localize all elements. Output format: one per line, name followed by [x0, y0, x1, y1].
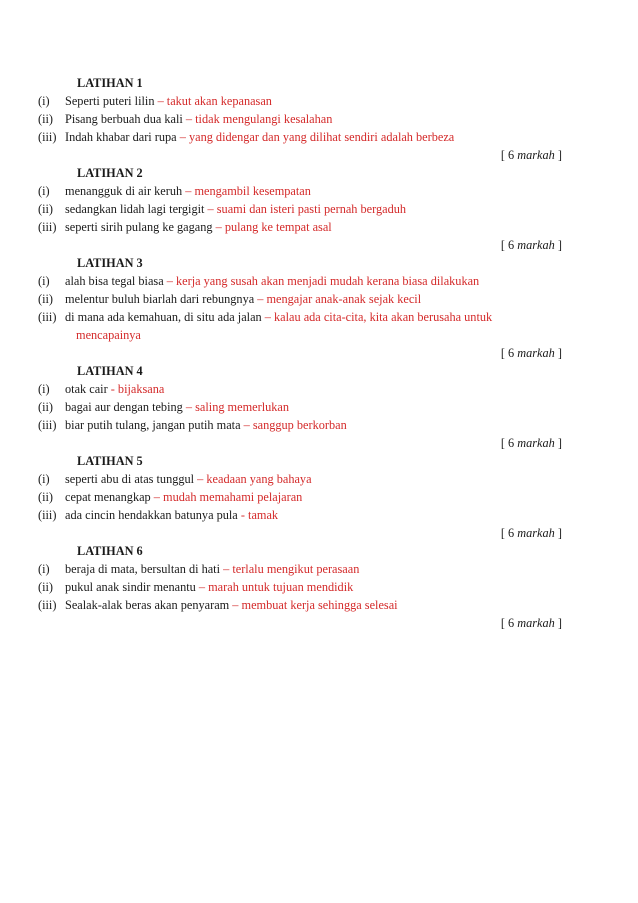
item-number: (ii): [38, 292, 54, 306]
exercise-item: [38, 488, 562, 506]
marks-label: [38, 344, 562, 362]
peribahasa-phrase: pukul anak sindir menantu: [65, 580, 196, 594]
peribahasa-phrase: Sealak-alak beras akan penyaram: [65, 598, 230, 612]
answer-meaning: – mengambil kesempatan: [185, 184, 311, 198]
peribahasa-phrase: biar putih tulang, jangan putih mata: [65, 418, 241, 432]
item-body: [65, 272, 562, 290]
answer-meaning: - tamak: [240, 508, 279, 522]
answer-meaning: – keadaan yang bahaya: [197, 472, 312, 486]
marks-label: [38, 146, 562, 164]
exercise-item: [38, 308, 562, 344]
answer-meaning: – marah untuk tujuan mendidik: [198, 580, 354, 594]
item-body: [65, 560, 562, 578]
item-number: (i): [38, 184, 50, 198]
answer-meaning-continued: mencapainya: [76, 328, 141, 342]
peribahasa-phrase: seperti sirih pulang ke gagang: [65, 220, 213, 234]
exercise-item: [38, 272, 562, 290]
answer-meaning: – yang didengar dan yang dilihat sendiri adalah berbeza: [179, 130, 455, 144]
section-title: LATIHAN 4: [77, 364, 143, 378]
peribahasa-phrase: beraja di mata, bersultan di hati: [65, 562, 221, 576]
exercise-item: [38, 398, 562, 416]
marks-close: ]: [557, 526, 562, 540]
section-title: LATIHAN 1: [77, 76, 143, 90]
item-number: (ii): [38, 580, 54, 594]
exercise-item: [38, 92, 562, 110]
marks-word: markah: [517, 238, 555, 252]
marks-open: [ 6: [500, 148, 515, 162]
item-body: [65, 416, 562, 434]
exercise-item: [38, 380, 562, 398]
answer-meaning: – tidak mengulangi kesalahan: [185, 112, 333, 126]
exercise-item: [38, 218, 562, 236]
item-body: [65, 200, 562, 218]
item-number: (i): [38, 382, 50, 396]
section-title: LATIHAN 6: [77, 544, 143, 558]
exercise-item: [38, 560, 562, 578]
item-number: (iii): [38, 508, 57, 522]
section-title: LATIHAN 2: [77, 166, 143, 180]
item-body: [65, 182, 562, 200]
item-body: [65, 470, 562, 488]
item-number: (i): [38, 562, 50, 576]
marks-word: markah: [517, 436, 555, 450]
answer-meaning: – mudah memahami pelajaran: [153, 490, 303, 504]
marks-word: markah: [517, 616, 555, 630]
item-number: (iii): [38, 130, 57, 144]
item-number: (ii): [38, 490, 54, 504]
item-number: (iii): [38, 220, 57, 234]
peribahasa-phrase: bagai aur dengan tebing: [65, 400, 183, 414]
answer-meaning: – terlalu mengikut perasaan: [223, 562, 360, 576]
item-body: [65, 92, 562, 110]
exercise-item: [38, 416, 562, 434]
item-number: (ii): [38, 112, 54, 126]
item-body: [65, 506, 562, 524]
peribahasa-phrase: melentur buluh biarlah dari rebungnya: [65, 292, 255, 306]
marks-open: [ 6: [500, 238, 515, 252]
peribahasa-phrase: seperti abu di atas tunggul: [65, 472, 195, 486]
marks-close: ]: [557, 436, 562, 450]
marks-close: ]: [557, 238, 562, 252]
item-number: (ii): [38, 202, 54, 216]
exercise-item: [38, 128, 562, 146]
answer-meaning: – mengajar anak-anak sejak kecil: [257, 292, 422, 306]
item-body: [65, 218, 562, 236]
marks-label: [38, 236, 562, 254]
answer-meaning: – takut akan kepanasan: [157, 94, 272, 108]
answer-meaning: – membuat kerja sehingga selesai: [232, 598, 398, 612]
peribahasa-phrase: otak cair: [65, 382, 108, 396]
peribahasa-phrase: Indah khabar dari rupa: [65, 130, 177, 144]
exercise-item: [38, 470, 562, 488]
marks-close: ]: [557, 148, 562, 162]
peribahasa-phrase: ada cincin hendakkan batunya pula: [65, 508, 238, 522]
peribahasa-phrase: Pisang berbuah dua kali: [65, 112, 183, 126]
answer-meaning: – kerja yang susah akan menjadi mudah kerana biasa dilakukan: [166, 274, 480, 288]
answer-meaning: – pulang ke tempat asal: [215, 220, 332, 234]
marks-open: [ 6: [500, 346, 515, 360]
section-title: LATIHAN 3: [77, 256, 143, 270]
item-number: (i): [38, 274, 50, 288]
item-body: [65, 398, 562, 416]
answer-meaning: – suami dan isteri pasti pernah bergaduh: [207, 202, 407, 216]
item-body: [65, 380, 562, 398]
marks-word: markah: [517, 526, 555, 540]
item-body: [65, 290, 562, 308]
item-number: (iii): [38, 310, 57, 324]
peribahasa-phrase: sedangkan lidah lagi tergigit: [65, 202, 205, 216]
peribahasa-phrase: di mana ada kemahuan, di situ ada jalan: [65, 310, 262, 324]
marks-word: markah: [517, 148, 555, 162]
marks-open: [ 6: [500, 616, 515, 630]
answer-meaning: - bijaksana: [110, 382, 165, 396]
exercise-item: [38, 596, 562, 614]
item-body: [65, 128, 562, 146]
peribahasa-phrase: cepat menangkap: [65, 490, 151, 504]
item-number: (i): [38, 472, 50, 486]
peribahasa-phrase: menangguk di air keruh: [65, 184, 183, 198]
item-body: [65, 488, 562, 506]
exercise-list: [38, 74, 562, 632]
item-body: [65, 110, 562, 128]
exercise-item: [38, 290, 562, 308]
peribahasa-phrase: alah bisa tegal biasa: [65, 274, 164, 288]
marks-open: [ 6: [500, 436, 515, 450]
marks-label: [38, 524, 562, 542]
answer-meaning: – sanggup berkorban: [243, 418, 347, 432]
exercise-item: [38, 578, 562, 596]
answer-meaning: – kalau ada cita-cita, kita akan berusaha untuk: [264, 310, 493, 324]
item-body: [65, 308, 562, 344]
exercise-item: [38, 506, 562, 524]
item-number: (i): [38, 94, 50, 108]
marks-close: ]: [557, 346, 562, 360]
marks-word: markah: [517, 346, 555, 360]
peribahasa-phrase: Seperti puteri lilin: [65, 94, 155, 108]
marks-label: [38, 614, 562, 632]
exercise-item: [38, 200, 562, 218]
item-number: (iii): [38, 598, 57, 612]
answer-meaning: – saling memerlukan: [185, 400, 290, 414]
marks-label: [38, 434, 562, 452]
item-number: (ii): [38, 400, 54, 414]
exercise-item: [38, 110, 562, 128]
exercise-item: [38, 182, 562, 200]
item-body: [65, 596, 562, 614]
item-number: (iii): [38, 418, 57, 432]
item-body: [65, 578, 562, 596]
section-title: LATIHAN 5: [77, 454, 143, 468]
marks-close: ]: [557, 616, 562, 630]
marks-open: [ 6: [500, 526, 515, 540]
